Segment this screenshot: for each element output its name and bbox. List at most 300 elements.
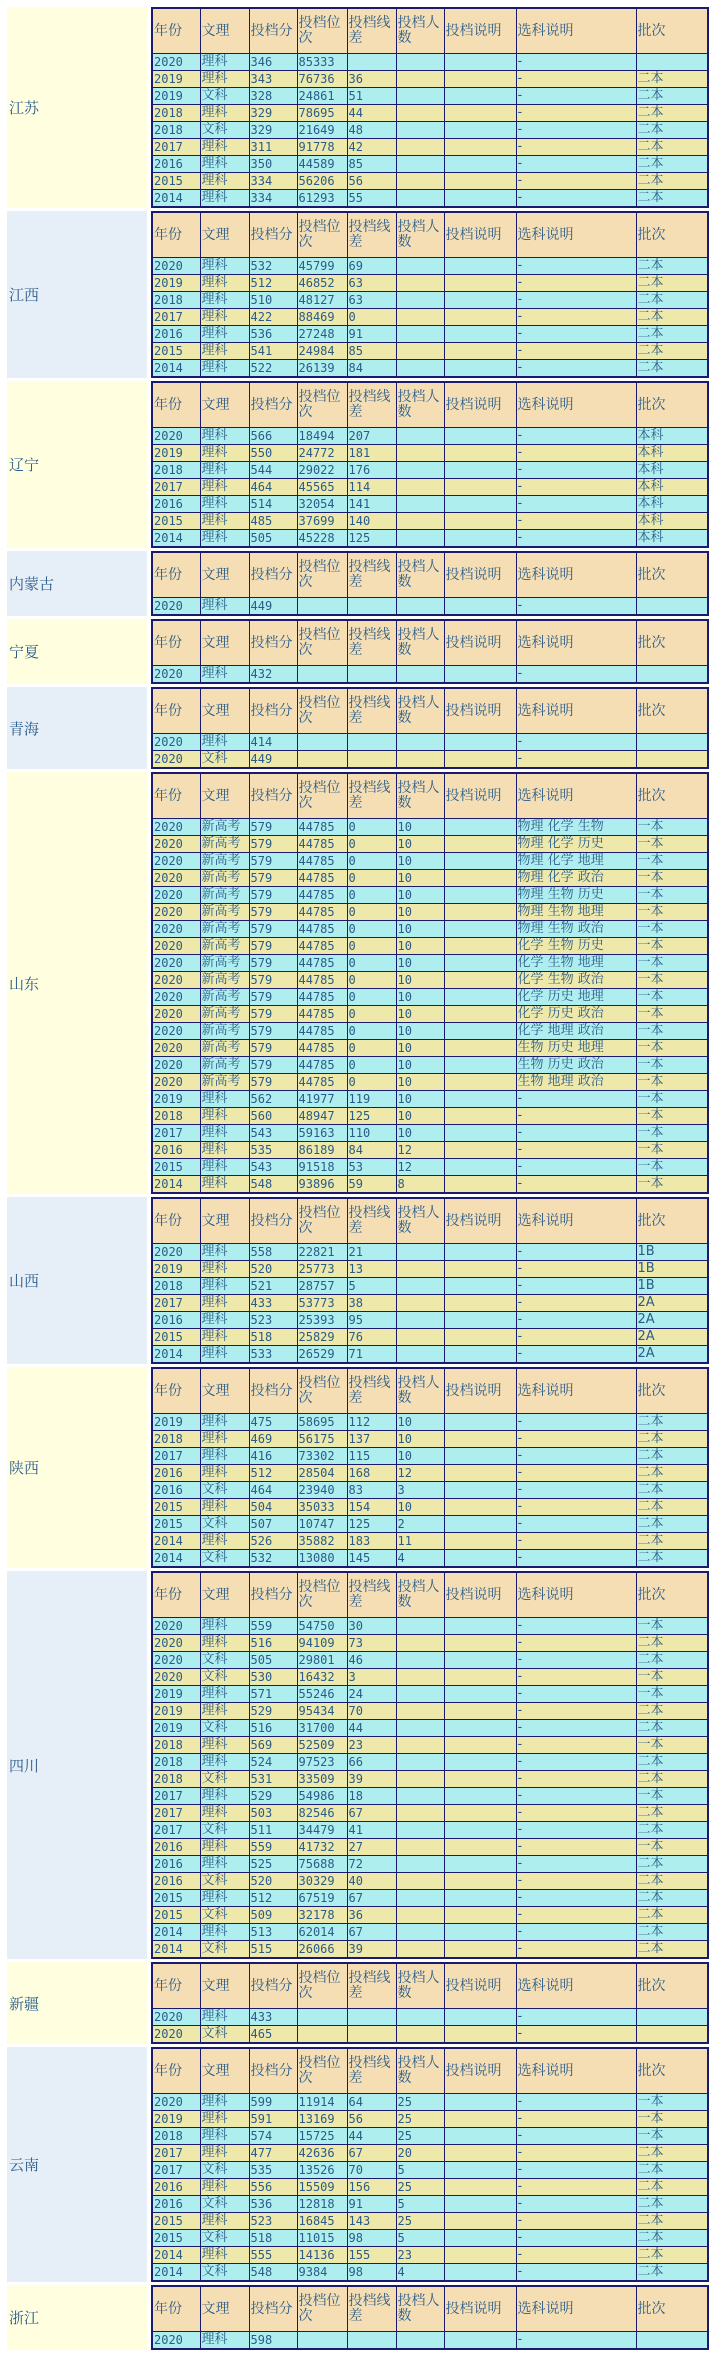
cell-rank: 46852 (297, 275, 347, 292)
cell-track: 新高考 (200, 1057, 249, 1074)
cell-batch: 一本 (636, 1125, 708, 1142)
table-row (152, 1448, 708, 1465)
cell-track: 理科 (200, 258, 249, 275)
cell-batch: 二本 (636, 1703, 708, 1720)
header-track: 文理 (200, 8, 249, 54)
cell-line-diff: 67 (347, 1924, 396, 1941)
cell-score: 579 (249, 972, 297, 989)
cell-score: 504 (249, 1499, 297, 1516)
table-row (152, 1873, 708, 1890)
header-year: 年份 (152, 1963, 200, 2009)
cell-batch: 二本 (636, 1431, 708, 1448)
header-count: 投档人数 (396, 552, 444, 598)
score-table (151, 1571, 709, 1959)
score-table (151, 7, 709, 208)
cell-score: 518 (249, 2230, 297, 2247)
cell-score: 579 (249, 955, 297, 972)
table-header-row (152, 620, 708, 666)
table-row (152, 1516, 708, 1533)
table-row (152, 870, 708, 887)
header-rank: 投档位次 (297, 1368, 347, 1414)
header-line-diff: 投档线差 (347, 1572, 396, 1618)
header-rank: 投档位次 (297, 212, 347, 258)
cell-score: 530 (249, 1669, 297, 1686)
cell-year: 2020 (152, 819, 200, 836)
table-row (152, 938, 708, 955)
table-header-row (152, 773, 708, 819)
cell-batch: 本科 (636, 513, 708, 530)
cell-batch: 一本 (636, 1142, 708, 1159)
cell-score: 579 (249, 1006, 297, 1023)
cell-batch: 二本 (636, 1890, 708, 1907)
cell-track: 文科 (200, 1771, 249, 1788)
cell-rank: 13169 (297, 2111, 347, 2128)
header-year: 年份 (152, 1198, 200, 1244)
cell-score: 524 (249, 1754, 297, 1771)
cell-batch: 二本 (636, 1873, 708, 1890)
cell-track: 新高考 (200, 1074, 249, 1091)
cell-line-diff: 69 (347, 258, 396, 275)
cell-admission-note (444, 496, 516, 513)
province-block (0, 772, 709, 1194)
cell-admission-note (444, 972, 516, 989)
cell-score: 566 (249, 428, 297, 445)
cell-subject-note: - (516, 173, 636, 190)
cell-score: 329 (249, 105, 297, 122)
table-row (152, 1754, 708, 1771)
cell-score: 475 (249, 1414, 297, 1431)
cell-rank: 30329 (297, 1873, 347, 1890)
header-admission-note: 投档说明 (444, 212, 516, 258)
cell-admission-note (444, 1040, 516, 1057)
header-subject-note: 选科说明 (516, 1963, 636, 2009)
cell-subject-note: - (516, 1618, 636, 1635)
cell-subject-note: 化学 生物 地理 (516, 955, 636, 972)
cell-admission-note (444, 751, 516, 769)
cell-rank: 26529 (297, 1346, 347, 1364)
cell-batch: 一本 (636, 955, 708, 972)
cell-score: 311 (249, 139, 297, 156)
cell-year: 2014 (152, 1176, 200, 1194)
cell-batch: 二本 (636, 1482, 708, 1499)
table-row (152, 1635, 708, 1652)
header-batch: 批次 (636, 1198, 708, 1244)
header-count: 投档人数 (396, 620, 444, 666)
cell-line-diff: 181 (347, 445, 396, 462)
cell-rank (297, 2332, 347, 2350)
cell-subject-note: - (516, 1533, 636, 1550)
cell-rank: 35882 (297, 1533, 347, 1550)
cell-batch: 二本 (636, 71, 708, 88)
cell-year: 2019 (152, 1686, 200, 1703)
cell-score: 512 (249, 275, 297, 292)
cell-score: 449 (249, 751, 297, 769)
cell-track: 理科 (200, 1686, 249, 1703)
cell-rank: 56206 (297, 173, 347, 190)
score-table (151, 381, 709, 548)
cell-line-diff (347, 666, 396, 684)
header-admission-note: 投档说明 (444, 8, 516, 54)
cell-line-diff: 36 (347, 1907, 396, 1924)
cell-batch: 一本 (636, 1040, 708, 1057)
header-year: 年份 (152, 552, 200, 598)
cell-track: 文科 (200, 751, 249, 769)
cell-batch (636, 54, 708, 71)
cell-track: 理科 (200, 139, 249, 156)
cell-score: 529 (249, 1788, 297, 1805)
cell-count: 10 (396, 887, 444, 904)
table-row (152, 343, 708, 360)
cell-year: 2014 (152, 2264, 200, 2282)
cell-score: 548 (249, 2264, 297, 2282)
header-track: 文理 (200, 212, 249, 258)
cell-batch (636, 751, 708, 769)
cell-track: 理科 (200, 1244, 249, 1261)
cell-score: 579 (249, 819, 297, 836)
cell-count: 10 (396, 870, 444, 887)
cell-score: 579 (249, 853, 297, 870)
cell-line-diff: 125 (347, 1516, 396, 1533)
cell-batch: 一本 (636, 1669, 708, 1686)
cell-subject-note: - (516, 1822, 636, 1839)
cell-line-diff: 3 (347, 1669, 396, 1686)
cell-batch: 二本 (636, 275, 708, 292)
cell-admission-note (444, 71, 516, 88)
score-table-wrap (151, 381, 709, 548)
cell-line-diff: 40 (347, 1873, 396, 1890)
cell-track: 理科 (200, 1635, 249, 1652)
province-name: 辽宁 (7, 381, 147, 548)
cell-batch: 一本 (636, 2094, 708, 2111)
cell-admission-note (444, 1788, 516, 1805)
cell-track: 文科 (200, 1482, 249, 1499)
cell-count: 3 (396, 1482, 444, 1499)
cell-year: 2020 (152, 904, 200, 921)
cell-score: 414 (249, 734, 297, 751)
cell-score: 334 (249, 173, 297, 190)
province-block (0, 551, 709, 616)
cell-year: 2017 (152, 1788, 200, 1805)
table-row (152, 54, 708, 71)
score-table (151, 2285, 709, 2350)
province-block (0, 619, 709, 684)
cell-score: 532 (249, 258, 297, 275)
header-track: 文理 (200, 773, 249, 819)
cell-batch: 2A (636, 1312, 708, 1329)
cell-subject-note: 生物 历史 地理 (516, 1040, 636, 1057)
header-score: 投档分 (249, 212, 297, 258)
header-rank: 投档位次 (297, 382, 347, 428)
score-table (151, 772, 709, 1194)
table-row (152, 462, 708, 479)
cell-line-diff: 70 (347, 1703, 396, 1720)
cell-count (396, 462, 444, 479)
cell-admission-note (444, 1125, 516, 1142)
cell-admission-note (444, 870, 516, 887)
cell-count: 25 (396, 2094, 444, 2111)
cell-count: 10 (396, 1040, 444, 1057)
table-row (152, 326, 708, 343)
cell-admission-note (444, 2026, 516, 2044)
cell-year: 2019 (152, 1261, 200, 1278)
table-header-row (152, 1368, 708, 1414)
table-row (152, 1550, 708, 1568)
cell-batch: 二本 (636, 2196, 708, 2213)
cell-line-diff: 66 (347, 1754, 396, 1771)
cell-track: 理科 (200, 309, 249, 326)
cell-rank: 62014 (297, 1924, 347, 1941)
province-name: 山东 (7, 772, 147, 1194)
cell-year: 2018 (152, 1771, 200, 1788)
table-row (152, 445, 708, 462)
table-row (152, 1839, 708, 1856)
header-count: 投档人数 (396, 1368, 444, 1414)
table-row (152, 479, 708, 496)
header-line-diff: 投档线差 (347, 552, 396, 598)
cell-track: 新高考 (200, 921, 249, 938)
table-row (152, 2179, 708, 2196)
cell-year: 2018 (152, 1431, 200, 1448)
cell-admission-note (444, 1329, 516, 1346)
cell-admission-note (444, 598, 516, 616)
cell-subject-note: - (516, 1414, 636, 1431)
cell-track: 理科 (200, 1278, 249, 1295)
cell-rank: 55246 (297, 1686, 347, 1703)
header-rank: 投档位次 (297, 688, 347, 734)
score-table (151, 211, 709, 378)
cell-rank (297, 751, 347, 769)
cell-score: 433 (249, 1295, 297, 1312)
cell-line-diff: 48 (347, 122, 396, 139)
cell-subject-note: - (516, 2145, 636, 2162)
province-block (0, 1367, 709, 1568)
cell-year: 2020 (152, 428, 200, 445)
cell-count: 5 (396, 2196, 444, 2213)
cell-batch: 二本 (636, 122, 708, 139)
cell-track: 理科 (200, 1465, 249, 1482)
header-line-diff: 投档线差 (347, 212, 396, 258)
cell-admission-note (444, 530, 516, 548)
cell-track: 理科 (200, 530, 249, 548)
cell-count (396, 88, 444, 105)
header-rank: 投档位次 (297, 1198, 347, 1244)
cell-track: 理科 (200, 2009, 249, 2026)
cell-rank: 11914 (297, 2094, 347, 2111)
cell-count (396, 496, 444, 513)
table-row (152, 2128, 708, 2145)
table-row (152, 1431, 708, 1448)
cell-year: 2016 (152, 496, 200, 513)
score-table-wrap (151, 2047, 709, 2282)
cell-track: 理科 (200, 1890, 249, 1907)
cell-batch: 一本 (636, 819, 708, 836)
cell-admission-note (444, 360, 516, 378)
cell-track: 理科 (200, 2094, 249, 2111)
cell-subject-note: 化学 历史 地理 (516, 989, 636, 1006)
cell-admission-note (444, 1414, 516, 1431)
table-row (152, 1040, 708, 1057)
cell-score: 579 (249, 836, 297, 853)
table-header-row (152, 2048, 708, 2094)
cell-rank: 27248 (297, 326, 347, 343)
cell-year: 2018 (152, 462, 200, 479)
cell-score: 548 (249, 1176, 297, 1194)
cell-rank (297, 734, 347, 751)
cell-line-diff: 0 (347, 989, 396, 1006)
table-row (152, 853, 708, 870)
cell-batch: 二本 (636, 2264, 708, 2282)
header-batch: 批次 (636, 382, 708, 428)
cell-year: 2016 (152, 1839, 200, 1856)
cell-track: 理科 (200, 1805, 249, 1822)
cell-admission-note (444, 2162, 516, 2179)
cell-count (396, 2009, 444, 2026)
cell-year: 2017 (152, 479, 200, 496)
cell-subject-note: - (516, 2264, 636, 2282)
cell-track: 理科 (200, 1312, 249, 1329)
table-row (152, 1329, 708, 1346)
cell-line-diff: 63 (347, 275, 396, 292)
cell-rank: 14136 (297, 2247, 347, 2264)
cell-score: 505 (249, 530, 297, 548)
cell-count: 10 (396, 1023, 444, 1040)
cell-batch: 一本 (636, 1057, 708, 1074)
header-batch: 批次 (636, 552, 708, 598)
cell-batch: 一本 (636, 853, 708, 870)
cell-track: 理科 (200, 2111, 249, 2128)
cell-year: 2016 (152, 1465, 200, 1482)
table-row (152, 1788, 708, 1805)
cell-count: 10 (396, 819, 444, 836)
cell-score: 518 (249, 1329, 297, 1346)
cell-rank: 13080 (297, 1550, 347, 1568)
cell-admission-note (444, 513, 516, 530)
cell-admission-note (444, 105, 516, 122)
cell-track: 理科 (200, 360, 249, 378)
table-row (152, 2247, 708, 2264)
table-row (152, 2145, 708, 2162)
cell-line-diff: 38 (347, 1295, 396, 1312)
cell-score: 477 (249, 2145, 297, 2162)
header-rank: 投档位次 (297, 1963, 347, 2009)
cell-rank: 44785 (297, 870, 347, 887)
table-header-row (152, 552, 708, 598)
cell-line-diff: 44 (347, 105, 396, 122)
cell-rank: 15509 (297, 2179, 347, 2196)
cell-track: 理科 (200, 1346, 249, 1364)
province-block (0, 211, 709, 378)
cell-batch: 二本 (636, 1533, 708, 1550)
cell-admission-note (444, 921, 516, 938)
table-row (152, 1924, 708, 1941)
cell-admission-note (444, 819, 516, 836)
cell-year: 2020 (152, 972, 200, 989)
cell-track: 理科 (200, 1295, 249, 1312)
cell-count (396, 1839, 444, 1856)
cell-admission-note (444, 1941, 516, 1959)
cell-batch: 二本 (636, 1720, 708, 1737)
cell-admission-note (444, 1465, 516, 1482)
cell-track: 文科 (200, 1941, 249, 1959)
cell-subject-note: - (516, 1448, 636, 1465)
table-row (152, 1159, 708, 1176)
cell-score: 579 (249, 989, 297, 1006)
cell-year: 2016 (152, 1482, 200, 1499)
cell-track: 理科 (200, 2332, 249, 2350)
cell-score: 531 (249, 1771, 297, 1788)
cell-rank: 26066 (297, 1941, 347, 1959)
cell-track: 理科 (200, 71, 249, 88)
cell-line-diff: 42 (347, 139, 396, 156)
cell-track: 理科 (200, 1788, 249, 1805)
cell-count: 2 (396, 1516, 444, 1533)
cell-track: 理科 (200, 2213, 249, 2230)
cell-track: 文科 (200, 122, 249, 139)
cell-subject-note: - (516, 1856, 636, 1873)
cell-subject-note: - (516, 2196, 636, 2213)
header-score: 投档分 (249, 1572, 297, 1618)
cell-admission-note (444, 258, 516, 275)
cell-subject-note: - (516, 1431, 636, 1448)
cell-rank: 24861 (297, 88, 347, 105)
cell-batch: 二本 (636, 343, 708, 360)
cell-admission-note (444, 2128, 516, 2145)
header-subject-note: 选科说明 (516, 552, 636, 598)
header-year: 年份 (152, 1368, 200, 1414)
table-row (152, 2196, 708, 2213)
cell-track: 理科 (200, 462, 249, 479)
score-table (151, 1197, 709, 1364)
cell-year: 2014 (152, 1533, 200, 1550)
cell-count (396, 1822, 444, 1839)
cell-track: 新高考 (200, 1006, 249, 1023)
score-table (151, 2047, 709, 2282)
cell-year: 2017 (152, 139, 200, 156)
cell-year: 2016 (152, 1312, 200, 1329)
header-year: 年份 (152, 2286, 200, 2332)
cell-batch: 一本 (636, 870, 708, 887)
cell-batch (636, 2026, 708, 2044)
cell-subject-note: - (516, 1669, 636, 1686)
table-row (152, 1618, 708, 1635)
cell-subject-note: - (516, 54, 636, 71)
header-batch: 批次 (636, 1572, 708, 1618)
score-table (151, 687, 709, 769)
cell-subject-note: - (516, 1635, 636, 1652)
cell-batch (636, 2332, 708, 2350)
cell-rank: 95434 (297, 1703, 347, 1720)
cell-year: 2019 (152, 445, 200, 462)
cell-admission-note (444, 1108, 516, 1125)
cell-admission-note (444, 292, 516, 309)
cell-score: 432 (249, 666, 297, 684)
header-subject-note: 选科说明 (516, 212, 636, 258)
cell-subject-note: - (516, 462, 636, 479)
cell-rank: 24772 (297, 445, 347, 462)
cell-subject-note: - (516, 258, 636, 275)
cell-score: 556 (249, 2179, 297, 2196)
cell-line-diff: 41 (347, 1822, 396, 1839)
cell-count (396, 1924, 444, 1941)
cell-batch: 一本 (636, 1788, 708, 1805)
cell-line-diff: 27 (347, 1839, 396, 1856)
cell-line-diff: 84 (347, 1142, 396, 1159)
cell-line-diff: 67 (347, 2145, 396, 2162)
cell-score: 416 (249, 1448, 297, 1465)
table-row (152, 156, 708, 173)
cell-track: 理科 (200, 326, 249, 343)
cell-line-diff: 13 (347, 1261, 396, 1278)
